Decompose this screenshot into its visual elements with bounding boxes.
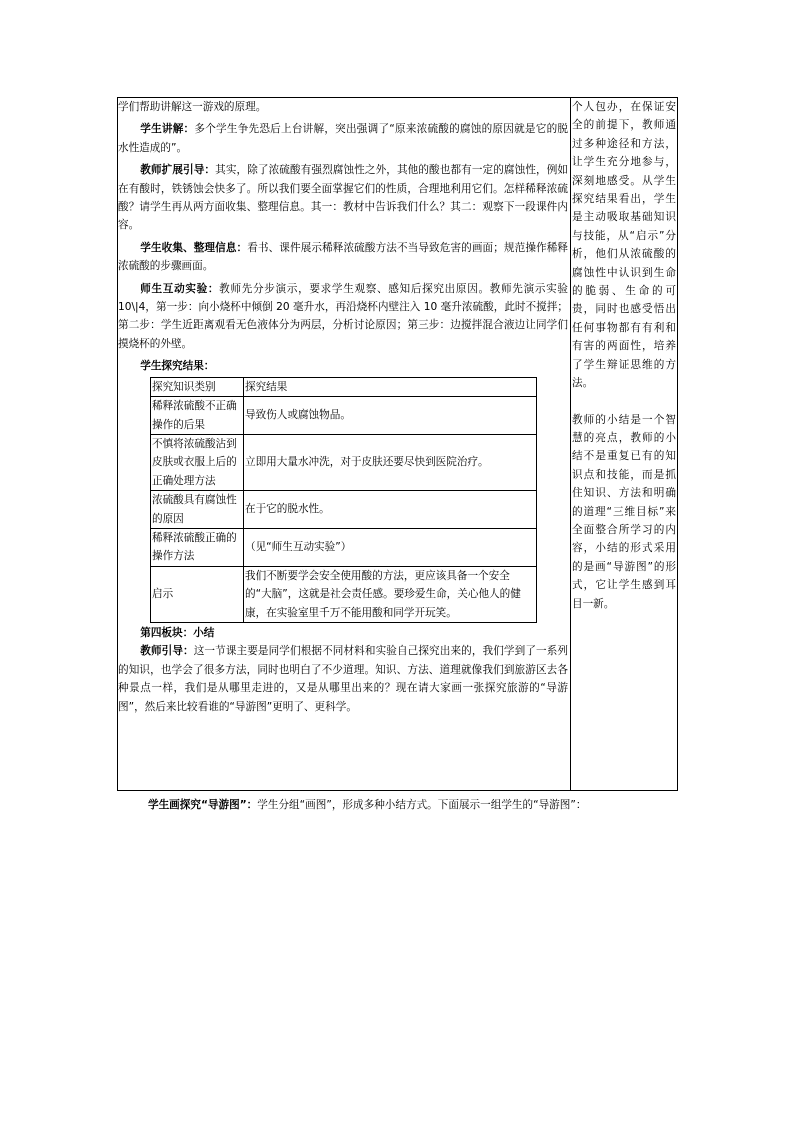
student-collect-text: 看书、课件展示稀释浓硫酸方法不当导致危害的画面；规范操作稀释浓硫酸的步骤画面。 — [118, 241, 569, 273]
table-cell-category: 稀释浓硫酸不正确操作的后果 — [151, 397, 244, 435]
student-collect-label: 学生收集、整理信息： — [140, 241, 248, 254]
paragraph-student-collect — [118, 239, 568, 276]
teacher-extend-text: 其实，除了浓硫酸有强烈腐蚀性之外，其他的酸也都有一定的腐蚀性，例如在有酸时，铁锈蚀会快多了。所以我们要全面掌握它们的性质，合理地利用它们。怎样稀释浓硫酸？请学生再从两方面收集、整理信息。其一：教材中告诉我们什么？其二：观察下一段课件内容。 — [118, 164, 568, 232]
column-divider — [570, 97, 571, 791]
section4-heading: 第四板块：小结 — [140, 626, 215, 639]
side-column — [572, 98, 676, 613]
side-note-experiment: 个人包办，在保证安全的前提下，教师通过多种途径和方法，让学生充分地参与，深刻地感受。从学生探究结果看出，学生是主动吸取基础知识与技能，从“启示”分析，他们从浓硫酸的腐蚀性中认识到生命的脆弱、生命的可贵，同时也感受悟出任何事物都有有利和有害的两面性，培养了学生辩证思维的方法。 — [572, 101, 676, 390]
table-header-cell: 探究知识类别 — [151, 377, 244, 396]
experiment-label: 师生互动实验： — [140, 282, 220, 295]
table-row — [151, 566, 537, 622]
results-table — [150, 377, 537, 623]
paragraph-student-explain — [118, 120, 568, 157]
teacher-guide-text: 这一节课主要是同学们根据不同材料和实验自己探究出来的，我们学到了一系列的知识，也学会了很多方法，同时也明白了不少道理。知识、方法、道理就像我们到旅游区去各种景点一样，我们是从哪里走进的，又是从哪里出来的？现在请大家画一张探究旅游的“导游图”，然后来比较看谁的“导游图”更明了、更科学。 — [118, 645, 568, 713]
table-row — [151, 491, 537, 529]
main-column — [118, 98, 568, 716]
draw-guide-map-label: 学生画探究“导游图”： — [148, 799, 258, 811]
teacher-guide-label: 教师引导： — [140, 645, 194, 658]
paragraph-interactive-experiment — [118, 280, 568, 354]
student-explain-text: 多个学生争先恐后上台讲解，突出强调了“原来浓硫酸的腐蚀的原因就是它的脱水性造成的”。 — [118, 123, 568, 154]
student-explain-label: 学生讲解： — [140, 123, 195, 136]
paragraph-teacher-guide — [118, 642, 568, 716]
table-cell-category: 浓硫酸具有腐蚀性的原因 — [151, 491, 244, 529]
table-cell-result: 立即用大量水冲洗，对于皮肤还要尽快到医院治疗。 — [244, 434, 537, 490]
table-header-cell: 探究结果 — [244, 377, 537, 396]
table-cell-category: 稀释浓硫酸正确的操作方法 — [151, 528, 244, 566]
table-row — [151, 397, 537, 435]
table-cell-result: 我们不断要学会安全使用酸的方法，更应该具备一个安全的“大脑”，这就是社会责任感。要珍爱生命，关心他人的健康，在实验室里千万不能用酸和同学开玩笑。 — [244, 566, 537, 622]
paragraph-teacher-extend — [118, 161, 568, 235]
teacher-extend-label: 教师扩展引导： — [140, 164, 216, 177]
table-header-row — [151, 377, 537, 396]
table-cell-category: 不慎将浓硫酸沾到皮肤或衣服上后的正确处理方法 — [151, 434, 244, 490]
table-row — [151, 528, 537, 566]
table-cell-result: （见“师生互动实验”） — [244, 528, 537, 566]
side-note-summary: 教师的小结是一个智慧的亮点，教师的小结不是重复已有的知识点和技能，而是抓住知识、方法和明确的道理“三维目标”来全面整合所学习的内容，小结的形式采用的是画“导游图”的形式，它让学生感到耳目一新。 — [572, 413, 676, 610]
results-heading: 学生探究结果： — [140, 360, 215, 373]
table-cell-category: 启示 — [151, 566, 244, 622]
table-row — [151, 434, 537, 490]
paragraph-draw-guide-map — [148, 796, 688, 814]
table-cell-result: 导致伤人或腐蚀物品。 — [244, 397, 537, 435]
table-cell-result: 在于它的脱水性。 — [244, 491, 537, 529]
experiment-text: 教师先分步演示，要求学生观察、感知后探究出原因。教师先演示实验 10\|4，第一步：向小烧杯中倾倒 20 毫升水，再沿烧杯内壁注入 10 毫升浓硫酸，此时不搅拌；第二步：学生近距离观看无色液体分为两层，分析讨论原因；第三步：边搅拌混合液边让同学们摸烧杯的外壁。 — [118, 282, 568, 350]
paragraph-intro: 学们帮助讲解这一游戏的原理。 — [118, 101, 267, 113]
draw-guide-map-text: 学生分组“画图”，形成多种小结方式。下面展示一组学生的“导游图”： — [257, 799, 587, 811]
